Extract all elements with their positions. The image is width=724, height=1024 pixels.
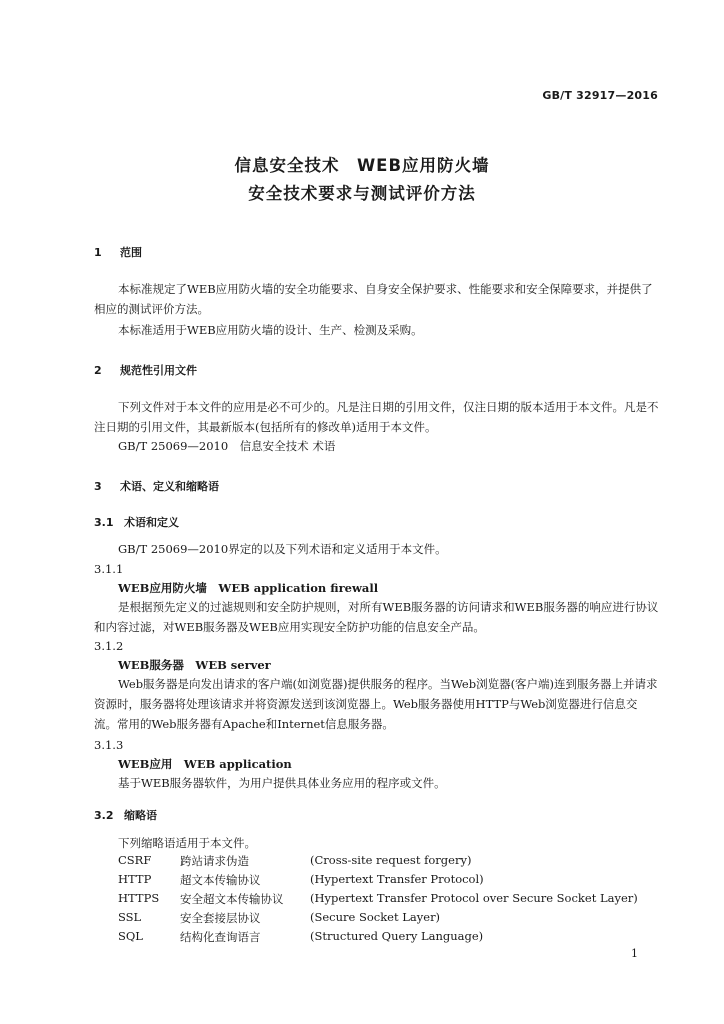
term-title: WEB应用防火墙 WEB application firewall <box>118 581 379 595</box>
abbreviation-english: (Hypertext Transfer Protocol over Secure Socket Layer) <box>310 891 638 905</box>
subsection-title: 缩略语 <box>124 809 157 822</box>
section-number: 1 <box>94 246 102 259</box>
section-2-heading <box>94 362 197 378</box>
paragraph: 下列缩略语适用于本文件。 <box>118 836 256 850</box>
abbreviation-english: (Hypertext Transfer Protocol) <box>310 872 484 886</box>
abbreviation: SSL <box>118 910 142 924</box>
abbreviation: HTTPS <box>118 891 160 905</box>
title-line-1: 信息安全技术 WEB应用防火墙 <box>234 156 490 175</box>
paragraph: 本标准适用于WEB应用防火墙的设计、生产、检测及采购。 <box>118 323 423 337</box>
normative-reference: GB/T 25069—2010 信息安全技术 术语 <box>118 439 336 453</box>
abbreviation-chinese: 超文本传输协议 <box>180 873 261 887</box>
standard-number: GB/T 32917—2016 <box>542 89 658 102</box>
section-title: 术语、定义和缩略语 <box>120 480 219 493</box>
abbreviation-chinese: 跨站请求伪造 <box>180 854 249 868</box>
abbreviation: SQL <box>118 929 143 943</box>
subsection-3-2-heading <box>94 807 157 823</box>
section-title: 规范性引用文件 <box>120 364 197 377</box>
section-1-heading <box>94 244 142 260</box>
page-number: 1 <box>631 947 638 960</box>
section-3-heading <box>94 478 219 494</box>
subsection-title: 术语和定义 <box>124 516 179 529</box>
abbreviation-english: (Secure Socket Layer) <box>310 910 441 924</box>
section-number: 3 <box>94 480 102 493</box>
title-line-2: 安全技术要求与测试评价方法 <box>248 184 476 203</box>
subsection-3-1-heading <box>94 514 179 530</box>
abbreviation-english: (Cross-site request forgery) <box>310 853 472 867</box>
abbreviation-chinese: 安全套接层协议 <box>180 911 261 925</box>
abbreviation-english: (Structured Query Language) <box>310 929 484 943</box>
term-title: WEB服务器 WEB server <box>118 658 271 672</box>
paragraph: GB/T 25069—2010界定的以及下列术语和定义适用于本文件。 <box>118 542 447 556</box>
abbreviation-chinese: 安全超文本传输协议 <box>180 892 284 906</box>
abbreviation: CSRF <box>118 853 152 867</box>
term-number: 3.1.2 <box>94 639 124 653</box>
term-definition: Web服务器是向发出请求的客户端(如浏览器)提供服务的程序。当Web浏览器(客户端)连到服务器上并请求资源时，服务器将处理该请求并将资源发送到该浏览器上。Web服务器使用HTTP与Web浏览器进行信息交流。常用的Web服务器有Apache和Internet信息服务器。 <box>94 677 658 731</box>
section-number: 2 <box>94 364 102 377</box>
term-definition: 基于WEB服务器软件，为用户提供具体业务应用的程序或文件。 <box>118 776 446 790</box>
term-number: 3.1.3 <box>94 738 124 752</box>
section-title: 范围 <box>120 246 142 259</box>
abbreviation: HTTP <box>118 872 152 886</box>
paragraph: 下列文件对于本文件的应用是必不可少的。凡是注日期的引用文件，仅注日期的版本适用于本文件。凡是不注日期的引用文件，其最新版本(包括所有的修改单)适用于本文件。 <box>94 400 659 434</box>
term-definition: 是根据预先定义的过滤规则和安全防护规则，对所有WEB服务器的访问请求和WEB服务器的响应进行协议和内容过滤，对WEB服务器及WEB应用实现安全防护功能的信息安全产品。 <box>94 600 659 634</box>
paragraph: 本标准规定了WEB应用防火墙的安全功能要求、自身安全保护要求、性能要求和安全保障要求，并提供了相应的测试评价方法。 <box>94 282 653 316</box>
subsection-number: 3.2 <box>94 809 114 822</box>
term-number: 3.1.1 <box>94 562 124 576</box>
subsection-number: 3.1 <box>94 516 114 529</box>
abbreviation-chinese: 结构化查询语言 <box>180 930 261 944</box>
term-title: WEB应用 WEB application <box>118 757 292 771</box>
